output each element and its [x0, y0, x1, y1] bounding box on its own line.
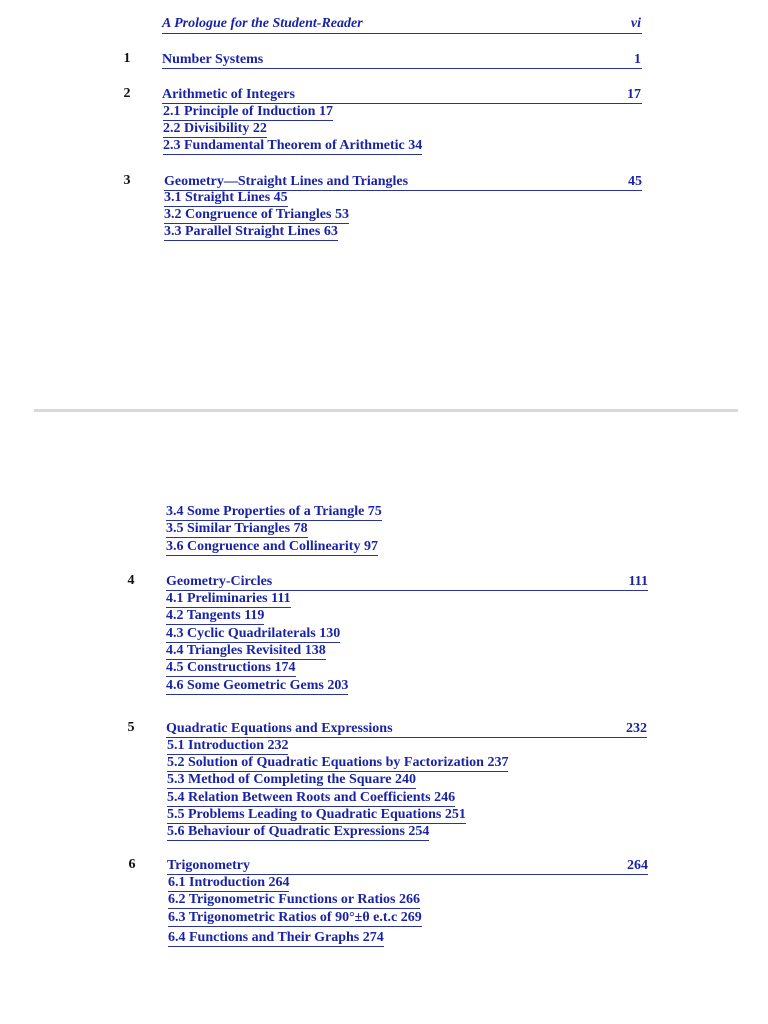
- toc-section-link[interactable]: 3.4 Some Properties of a Triangle 75: [166, 504, 382, 519]
- toc-section-link[interactable]: 4.4 Triangles Revisited 138: [166, 643, 326, 658]
- toc-section-link[interactable]: 5.6 Behaviour of Quadratic Expressions 254: [167, 824, 430, 839]
- toc-section-link[interactable]: 2.1 Principle of Induction 17: [163, 104, 333, 119]
- chapter-number: 4: [127, 573, 135, 588]
- toc-page-bottom: [0, 416, 768, 1024]
- toc-section-link[interactable]: 6.3 Trigonometric Ratios of 90°±θ e.t.c 269: [168, 910, 422, 925]
- toc-section-link[interactable]: 4.1 Preliminaries 111: [166, 591, 291, 606]
- toc-chapter-page[interactable]: 232: [626, 721, 647, 736]
- toc-entry-prologue[interactable]: A Prologue for the Student-Reader: [162, 16, 363, 31]
- toc-section-link[interactable]: 5.3 Method of Completing the Square 240: [167, 772, 417, 787]
- toc-section-link[interactable]: 6.4 Functions and Their Graphs 274: [168, 930, 384, 945]
- toc-chapter-title[interactable]: Geometry-Circles: [166, 574, 273, 589]
- toc-chapter-title[interactable]: Geometry—Straight Lines and Triangles: [164, 174, 409, 189]
- toc-underline: [162, 33, 642, 34]
- toc-section-link[interactable]: 5.5 Problems Leading to Quadratic Equations 251: [167, 807, 466, 822]
- chapter-number: 6: [128, 857, 136, 872]
- chapter-number: 3: [123, 173, 131, 188]
- chapter-number: 1: [123, 51, 131, 66]
- toc-section-link[interactable]: 4.5 Constructions 174: [166, 660, 296, 675]
- toc-section-link[interactable]: 3.5 Similar Triangles 78: [166, 521, 308, 536]
- toc-chapter-title[interactable]: Trigonometry: [167, 858, 250, 873]
- toc-section-link[interactable]: 3.2 Congruence of Triangles 53: [164, 207, 349, 222]
- toc-chapter-title[interactable]: Arithmetic of Integers: [162, 87, 295, 102]
- toc-section-link[interactable]: 5.2 Solution of Quadratic Equations by Factorization 237: [167, 755, 509, 770]
- toc-section-link[interactable]: 4.2 Tangents 119: [166, 608, 265, 623]
- toc-section-link[interactable]: 5.1 Introduction 232: [167, 738, 289, 753]
- toc-section-link[interactable]: 3.6 Congruence and Collinearity 97: [166, 539, 378, 554]
- toc-chapter-page[interactable]: 111: [628, 574, 648, 589]
- toc-chapter-page[interactable]: 1: [634, 52, 641, 67]
- toc-page-prologue[interactable]: vi: [630, 16, 641, 31]
- toc-underline: [162, 68, 642, 69]
- toc-section-link[interactable]: 4.3 Cyclic Quadrilaterals 130: [166, 626, 341, 641]
- toc-section-link[interactable]: 5.4 Relation Between Roots and Coefficients 246: [167, 790, 456, 805]
- chapter-number: 2: [123, 86, 131, 101]
- toc-page-top: [0, 0, 768, 405]
- toc-chapter-title[interactable]: Quadratic Equations and Expressions: [166, 721, 393, 736]
- toc-section-link[interactable]: 6.2 Trigonometric Functions or Ratios 266: [168, 892, 420, 907]
- toc-chapter-page[interactable]: 264: [627, 858, 648, 873]
- toc-section-link[interactable]: 6.1 Introduction 264: [168, 875, 290, 890]
- page-divider: [34, 409, 738, 412]
- toc-section-link[interactable]: 3.3 Parallel Straight Lines 63: [164, 224, 338, 239]
- toc-section-link[interactable]: 4.6 Some Geometric Gems 203: [166, 678, 349, 693]
- toc-chapter-title[interactable]: Number Systems: [162, 52, 264, 67]
- chapter-number: 5: [127, 720, 135, 735]
- toc-section-link[interactable]: 2.2 Divisibility 22: [163, 121, 267, 136]
- toc-chapter-page[interactable]: 45: [628, 174, 642, 189]
- toc-chapter-page[interactable]: 17: [627, 87, 641, 102]
- toc-section-link[interactable]: 3.1 Straight Lines 45: [164, 190, 288, 205]
- toc-section-link[interactable]: 2.3 Fundamental Theorem of Arithmetic 34: [163, 138, 423, 153]
